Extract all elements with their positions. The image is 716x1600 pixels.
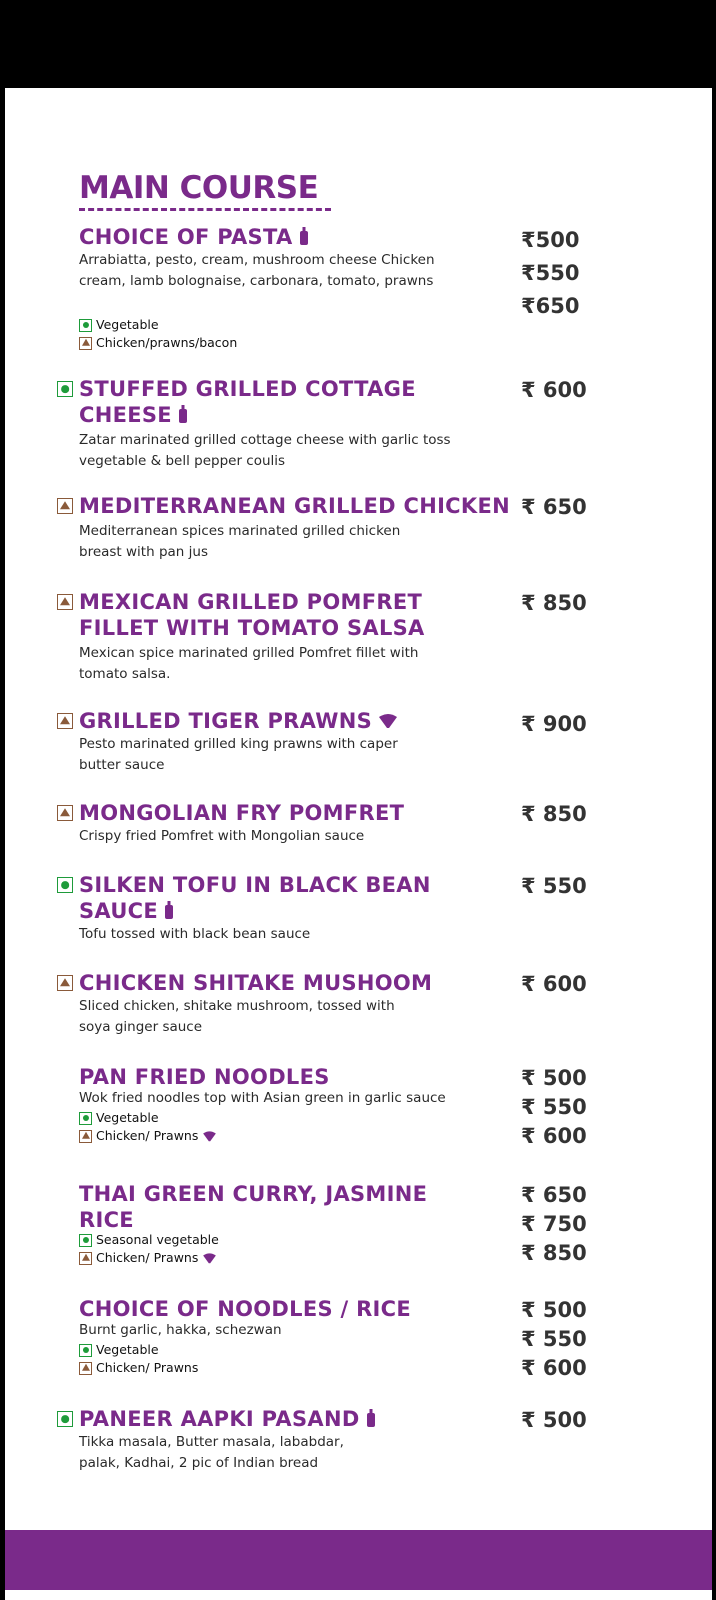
veg-icon [79, 1234, 92, 1247]
price: ₹ 650 [521, 1183, 587, 1207]
bottle-icon [178, 405, 188, 423]
item-legend [79, 316, 237, 352]
price: ₹ 500 [521, 1298, 587, 1322]
item-desc: Zatar marinated grilled cottage cheese with garlic toss vegetable & bell pepper coulis [79, 432, 451, 469]
item-prices [521, 1181, 631, 1268]
legend-label: Chicken/ Prawns [96, 1360, 199, 1375]
item-name [79, 224, 514, 250]
item-name [79, 1406, 514, 1432]
item-desc: Tofu tossed with black bean sauce [79, 926, 311, 942]
bottle-icon [366, 1409, 376, 1427]
item-desc: Tikka masala, Butter masala, lababdar, palak, Kadhai, 2 pic of Indian bread [79, 1434, 344, 1471]
legend-nonveg [79, 1127, 217, 1145]
item-name: CHICKEN SHITAKE MUSHOOM [79, 971, 433, 995]
item-desc: Mexican spice marinated grilled Pomfret fillet with tomato salsa. [79, 645, 419, 682]
menu-page [5, 88, 712, 1600]
legend-veg [79, 1341, 198, 1359]
item-prices [521, 710, 631, 739]
veg-icon [57, 877, 73, 893]
price: ₹ 850 [521, 591, 587, 615]
item-desc: Crispy fried Pomfret with Mongolian sauce [79, 828, 365, 844]
price: ₹ 600 [521, 972, 587, 996]
legend-label: Seasonal vegetable [96, 1232, 219, 1247]
item-prices [521, 493, 631, 522]
shell-icon [202, 1252, 217, 1264]
item-prices [521, 1296, 631, 1383]
item-desc: Arrabiatta, pesto, cream, mushroom cheese Chicken cream, lamb bolognaise, carbonara, tomato, prawns [79, 252, 435, 289]
price: ₹ 550 [521, 874, 587, 898]
veg-icon [79, 1112, 92, 1125]
legend-nonveg [79, 1359, 198, 1377]
item-legend [79, 1231, 219, 1267]
item-name: MEDITERRANEAN GRILLED CHICKEN [79, 494, 510, 518]
item-name-text: CHOICE OF PASTA [79, 225, 293, 249]
section-title: MAIN COURSE [79, 170, 319, 206]
shell-icon [378, 712, 398, 729]
nonveg-icon [79, 1252, 92, 1265]
price: ₹500 [521, 228, 580, 252]
legend-veg [79, 1109, 217, 1127]
nonveg-icon [57, 805, 73, 821]
price: ₹ 750 [521, 1212, 587, 1236]
shell-icon [202, 1130, 217, 1142]
price: ₹ 600 [521, 378, 587, 402]
item-name-text: SILKEN TOFU IN BLACK BEAN SAUCE [79, 873, 431, 923]
item-prices [521, 872, 631, 901]
price: ₹ 600 [521, 1124, 587, 1148]
item-name: MEXICAN GRILLED POMFRET FILLET WITH TOMATO SALSA [79, 590, 425, 640]
price: ₹ 600 [521, 1356, 587, 1380]
item-prices [521, 224, 631, 323]
item-desc: Burnt garlic, hakka, schezwan [79, 1322, 282, 1338]
item-prices [521, 970, 631, 999]
legend-nonveg [79, 334, 237, 352]
item-desc: Sliced chicken, shitake mushroom, tossed with soya ginger sauce [79, 998, 395, 1035]
veg-icon [79, 1344, 92, 1357]
nonveg-icon [79, 337, 92, 350]
item-desc: Mediterranean spices marinated grilled chicken breast with pan jus [79, 523, 401, 560]
legend-nonveg [79, 1249, 219, 1267]
item-prices [521, 1064, 631, 1151]
nonveg-icon [57, 498, 73, 514]
price: ₹ 500 [521, 1066, 587, 1090]
legend-veg [79, 316, 237, 334]
item-desc: Wok fried noodles top with Asian green in garlic sauce [79, 1090, 446, 1106]
item-prices [521, 1406, 631, 1435]
nonveg-icon [79, 1130, 92, 1143]
nonveg-icon [57, 713, 73, 729]
nonveg-icon [57, 975, 73, 991]
price: ₹ 650 [521, 495, 587, 519]
nonveg-icon [79, 1362, 92, 1375]
price: ₹ 850 [521, 1241, 587, 1265]
item-name: CHOICE OF NOODLES / RICE [79, 1297, 412, 1321]
item-prices [521, 376, 631, 405]
item-prices [521, 589, 631, 618]
title-underline [79, 208, 331, 211]
item-name: PAN FRIED NOODLES [79, 1065, 330, 1089]
item-name [79, 376, 434, 428]
item-name-text: PANEER AAPKI PASAND [79, 1407, 360, 1431]
item-name [79, 708, 514, 734]
item-name-text: STUFFED GRILLED COTTAGE CHEESE [79, 377, 416, 427]
price: ₹ 900 [521, 712, 587, 736]
price: ₹650 [521, 294, 580, 318]
legend-veg [79, 1231, 219, 1249]
footer-band [5, 1530, 712, 1590]
price: ₹ 550 [521, 1095, 587, 1119]
veg-icon [57, 1411, 73, 1427]
legend-label: Vegetable [96, 317, 159, 332]
item-name: MONGOLIAN FRY POMFRET [79, 801, 405, 825]
price: ₹ 550 [521, 1327, 587, 1351]
veg-icon [79, 319, 92, 332]
legend-label: Vegetable [96, 1342, 159, 1357]
legend-label: Chicken/ Prawns [96, 1250, 199, 1265]
item-prices [521, 800, 631, 829]
item-name-text: GRILLED TIGER PRAWNS [79, 709, 373, 733]
price: ₹ 850 [521, 802, 587, 826]
legend-label: Chicken/ Prawns [96, 1128, 199, 1143]
veg-icon [57, 381, 73, 397]
legend-label: Vegetable [96, 1110, 159, 1125]
bottle-icon [299, 227, 309, 245]
item-name: THAI GREEN CURRY, JASMINE RICE [79, 1182, 428, 1232]
legend-label: Chicken/prawns/bacon [96, 335, 238, 350]
price: ₹550 [521, 261, 580, 285]
bottle-icon [164, 901, 174, 919]
price: ₹ 500 [521, 1408, 587, 1432]
nonveg-icon [57, 594, 73, 610]
item-legend [79, 1109, 217, 1145]
item-name [79, 872, 449, 924]
item-legend [79, 1341, 198, 1377]
item-desc: Pesto marinated grilled king prawns with caper butter sauce [79, 736, 398, 773]
